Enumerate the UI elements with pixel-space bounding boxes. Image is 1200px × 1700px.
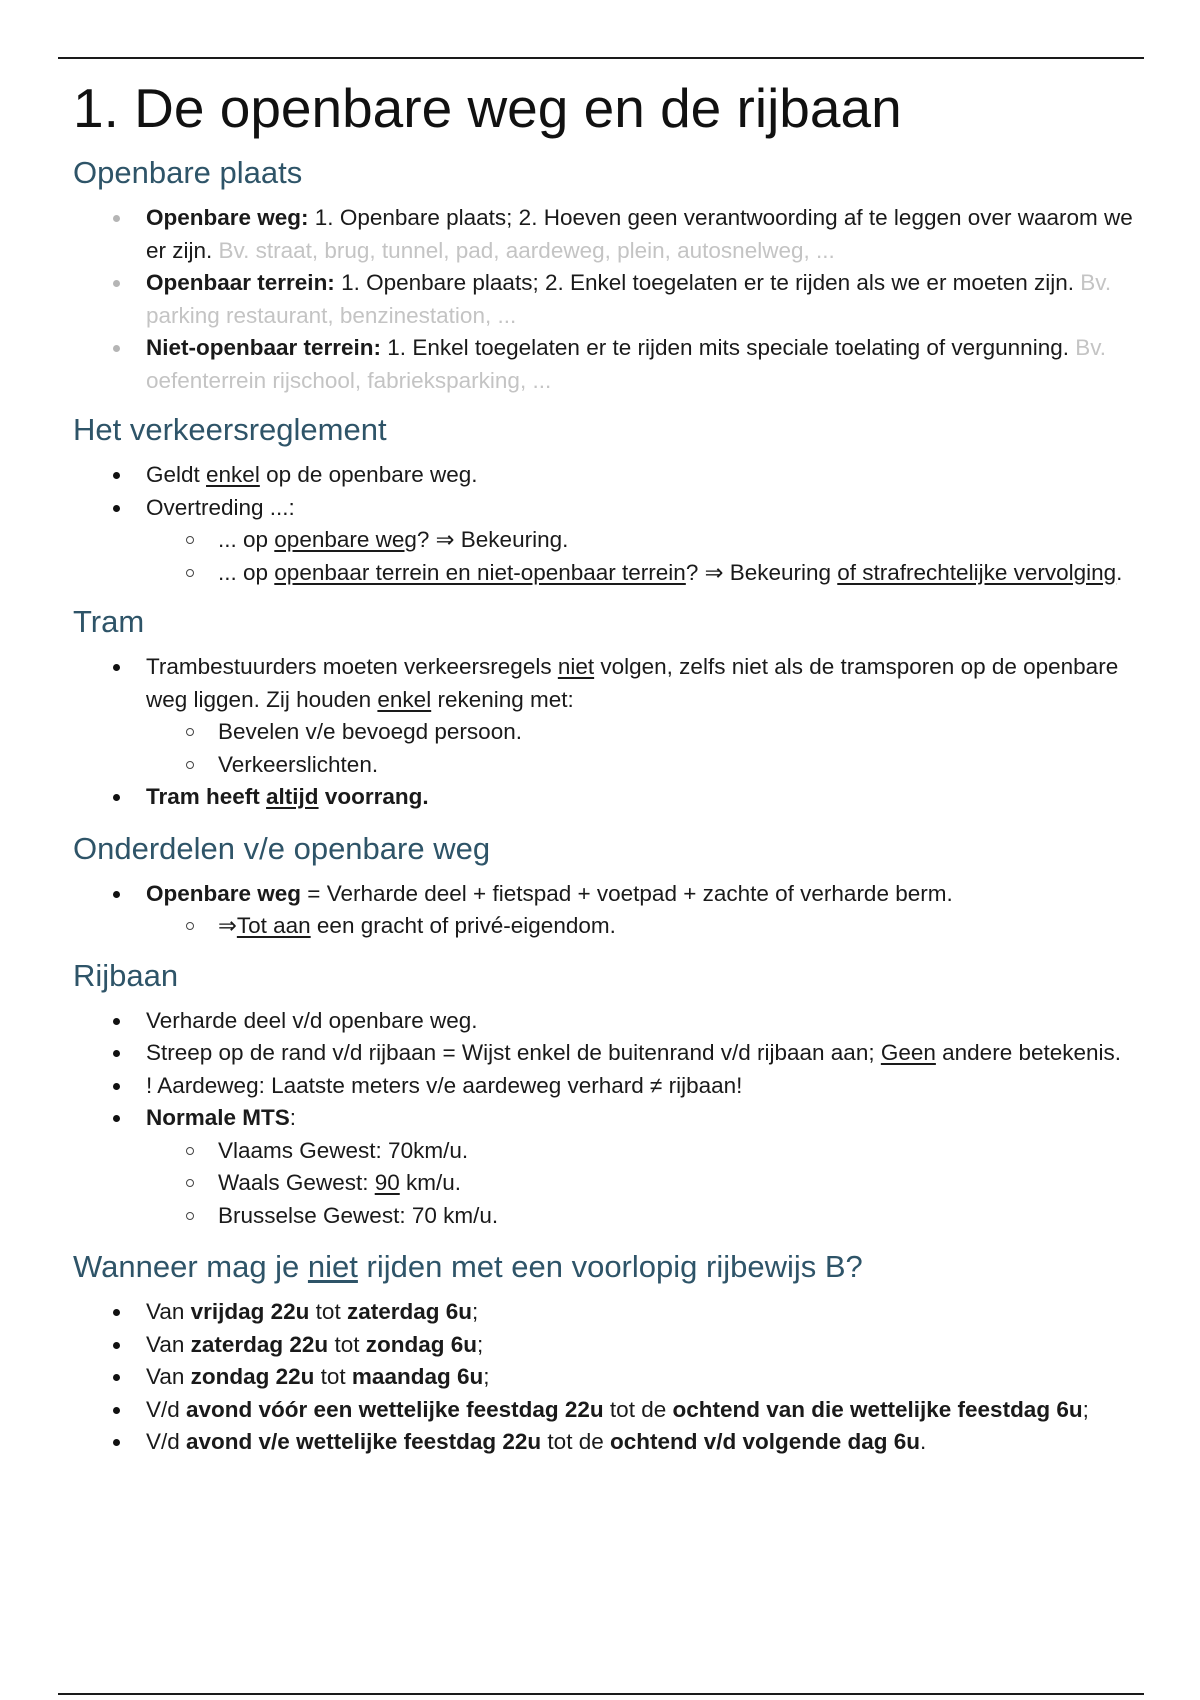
- sub-list: [146, 524, 1143, 589]
- rijbaan-list: [73, 1005, 1143, 1233]
- section-heading-voorlopig-rijbewijs: Wanneer mag je niet rijden met een voorlopig rijbewijs B?: [73, 1249, 863, 1284]
- list-item: Overtreding ...: ... op openbare weg? ⇒ Bekeuring. ... op openbaar terrein en niet-openbaar terrein? ⇒ Bekeuring of strafrechtelijke vervolging.: [146, 492, 1143, 590]
- openbare-plaats-list: [73, 202, 1143, 397]
- sub-list-item: ... op openbaar terrein en niet-openbaar terrein? ⇒ Bekeuring of strafrechtelijke vervolging.: [218, 557, 1143, 590]
- list-item: Tram heeft altijd voorrang.: [146, 781, 1143, 814]
- list-item: Openbare weg: 1. Openbare plaats; 2. Hoeven geen verantwoording af te leggen over waarom we er zijn. Bv. straat, brug, tunnel, pad, aardeweg, plein, autosnelweg, ...: [146, 202, 1143, 267]
- section-heading-tram: Tram: [73, 604, 145, 639]
- list-item: Van vrijdag 22u tot zaterdag 6u;: [146, 1296, 1143, 1329]
- sub-list: [146, 910, 1143, 943]
- list-item: Geldt enkel op de openbare weg.: [146, 459, 1143, 492]
- page-title: 1. De openbare weg en de rijbaan: [73, 77, 902, 139]
- list-item: V/d avond v/e wettelijke feestdag 22u tot de ochtend v/d volgende dag 6u.: [146, 1426, 1143, 1459]
- list-item: Openbare weg = Verharde deel + fietspad + voetpad + zachte of verharde berm. ⇒Tot aan een gracht of privé-eigendom.: [146, 878, 1143, 943]
- list-item: ! Aardeweg: Laatste meters v/e aardeweg verhard ≠ rijbaan!: [146, 1070, 1143, 1103]
- list-item: Van zondag 22u tot maandag 6u;: [146, 1361, 1143, 1394]
- section-heading-rijbaan: Rijbaan: [73, 957, 179, 993]
- sub-list-item: ... op openbare weg? ⇒ Bekeuring.: [218, 524, 1143, 557]
- verkeersreglement-list: [73, 459, 1143, 589]
- section-heading-onderdelen: Onderdelen v/e openbare weg: [73, 830, 491, 866]
- document-page: [73, 66, 1143, 1459]
- list-item: Normale MTS: Vlaams Gewest: 70km/u. Waals Gewest: 90 km/u. Brusselse Gewest: 70 km/u.: [146, 1102, 1143, 1232]
- sub-list: [146, 716, 1143, 781]
- voorlopig-rijbewijs-list: [73, 1296, 1143, 1459]
- onderdelen-list: [73, 878, 1143, 943]
- list-item: Verharde deel v/d openbare weg.: [146, 1005, 1143, 1038]
- sub-list-item: Waals Gewest: 90 km/u.: [218, 1167, 1143, 1200]
- bottom-rule: [58, 1693, 1144, 1695]
- sub-list-item: ⇒Tot aan een gracht of privé-eigendom.: [218, 910, 1143, 943]
- section-heading-verkeersreglement: Het verkeersreglement: [73, 412, 387, 447]
- list-item: Trambestuurders moeten verkeersregels niet volgen, zelfs niet als de tramsporen op de openbare weg liggen. Zij houden enkel rekening met: Bevelen v/e bevoegd persoon. Verkeerslichten.: [146, 651, 1143, 781]
- list-item: Streep op de rand v/d rijbaan = Wijst enkel de buitenrand v/d rijbaan aan; Geen andere betekenis.: [146, 1037, 1143, 1070]
- sub-list: [146, 1135, 1143, 1233]
- top-rule: [58, 57, 1144, 59]
- sub-list-item: Bevelen v/e bevoegd persoon.: [218, 716, 1143, 749]
- list-item: V/d avond vóór een wettelijke feestdag 22u tot de ochtend van die wettelijke feestdag 6u;: [146, 1394, 1143, 1427]
- list-item: Niet-openbaar terrein: 1. Enkel toegelaten er te rijden mits speciale toelating of vergunning. Bv. oefenterrein rijschool, fabrieksparking, ...: [146, 332, 1143, 397]
- section-heading-openbare-plaats: Openbare plaats: [73, 155, 303, 190]
- sub-list-item: Brusselse Gewest: 70 km/u.: [218, 1200, 1143, 1233]
- tram-list: [73, 651, 1143, 814]
- list-item: Van zaterdag 22u tot zondag 6u;: [146, 1329, 1143, 1362]
- sub-list-item: Vlaams Gewest: 70km/u.: [218, 1135, 1143, 1168]
- sub-list-item: Verkeerslichten.: [218, 749, 1143, 782]
- list-item: Openbaar terrein: 1. Openbare plaats; 2. Enkel toegelaten er te rijden als we er moeten zijn. Bv. parking restaurant, benzinestation, ...: [146, 267, 1143, 332]
